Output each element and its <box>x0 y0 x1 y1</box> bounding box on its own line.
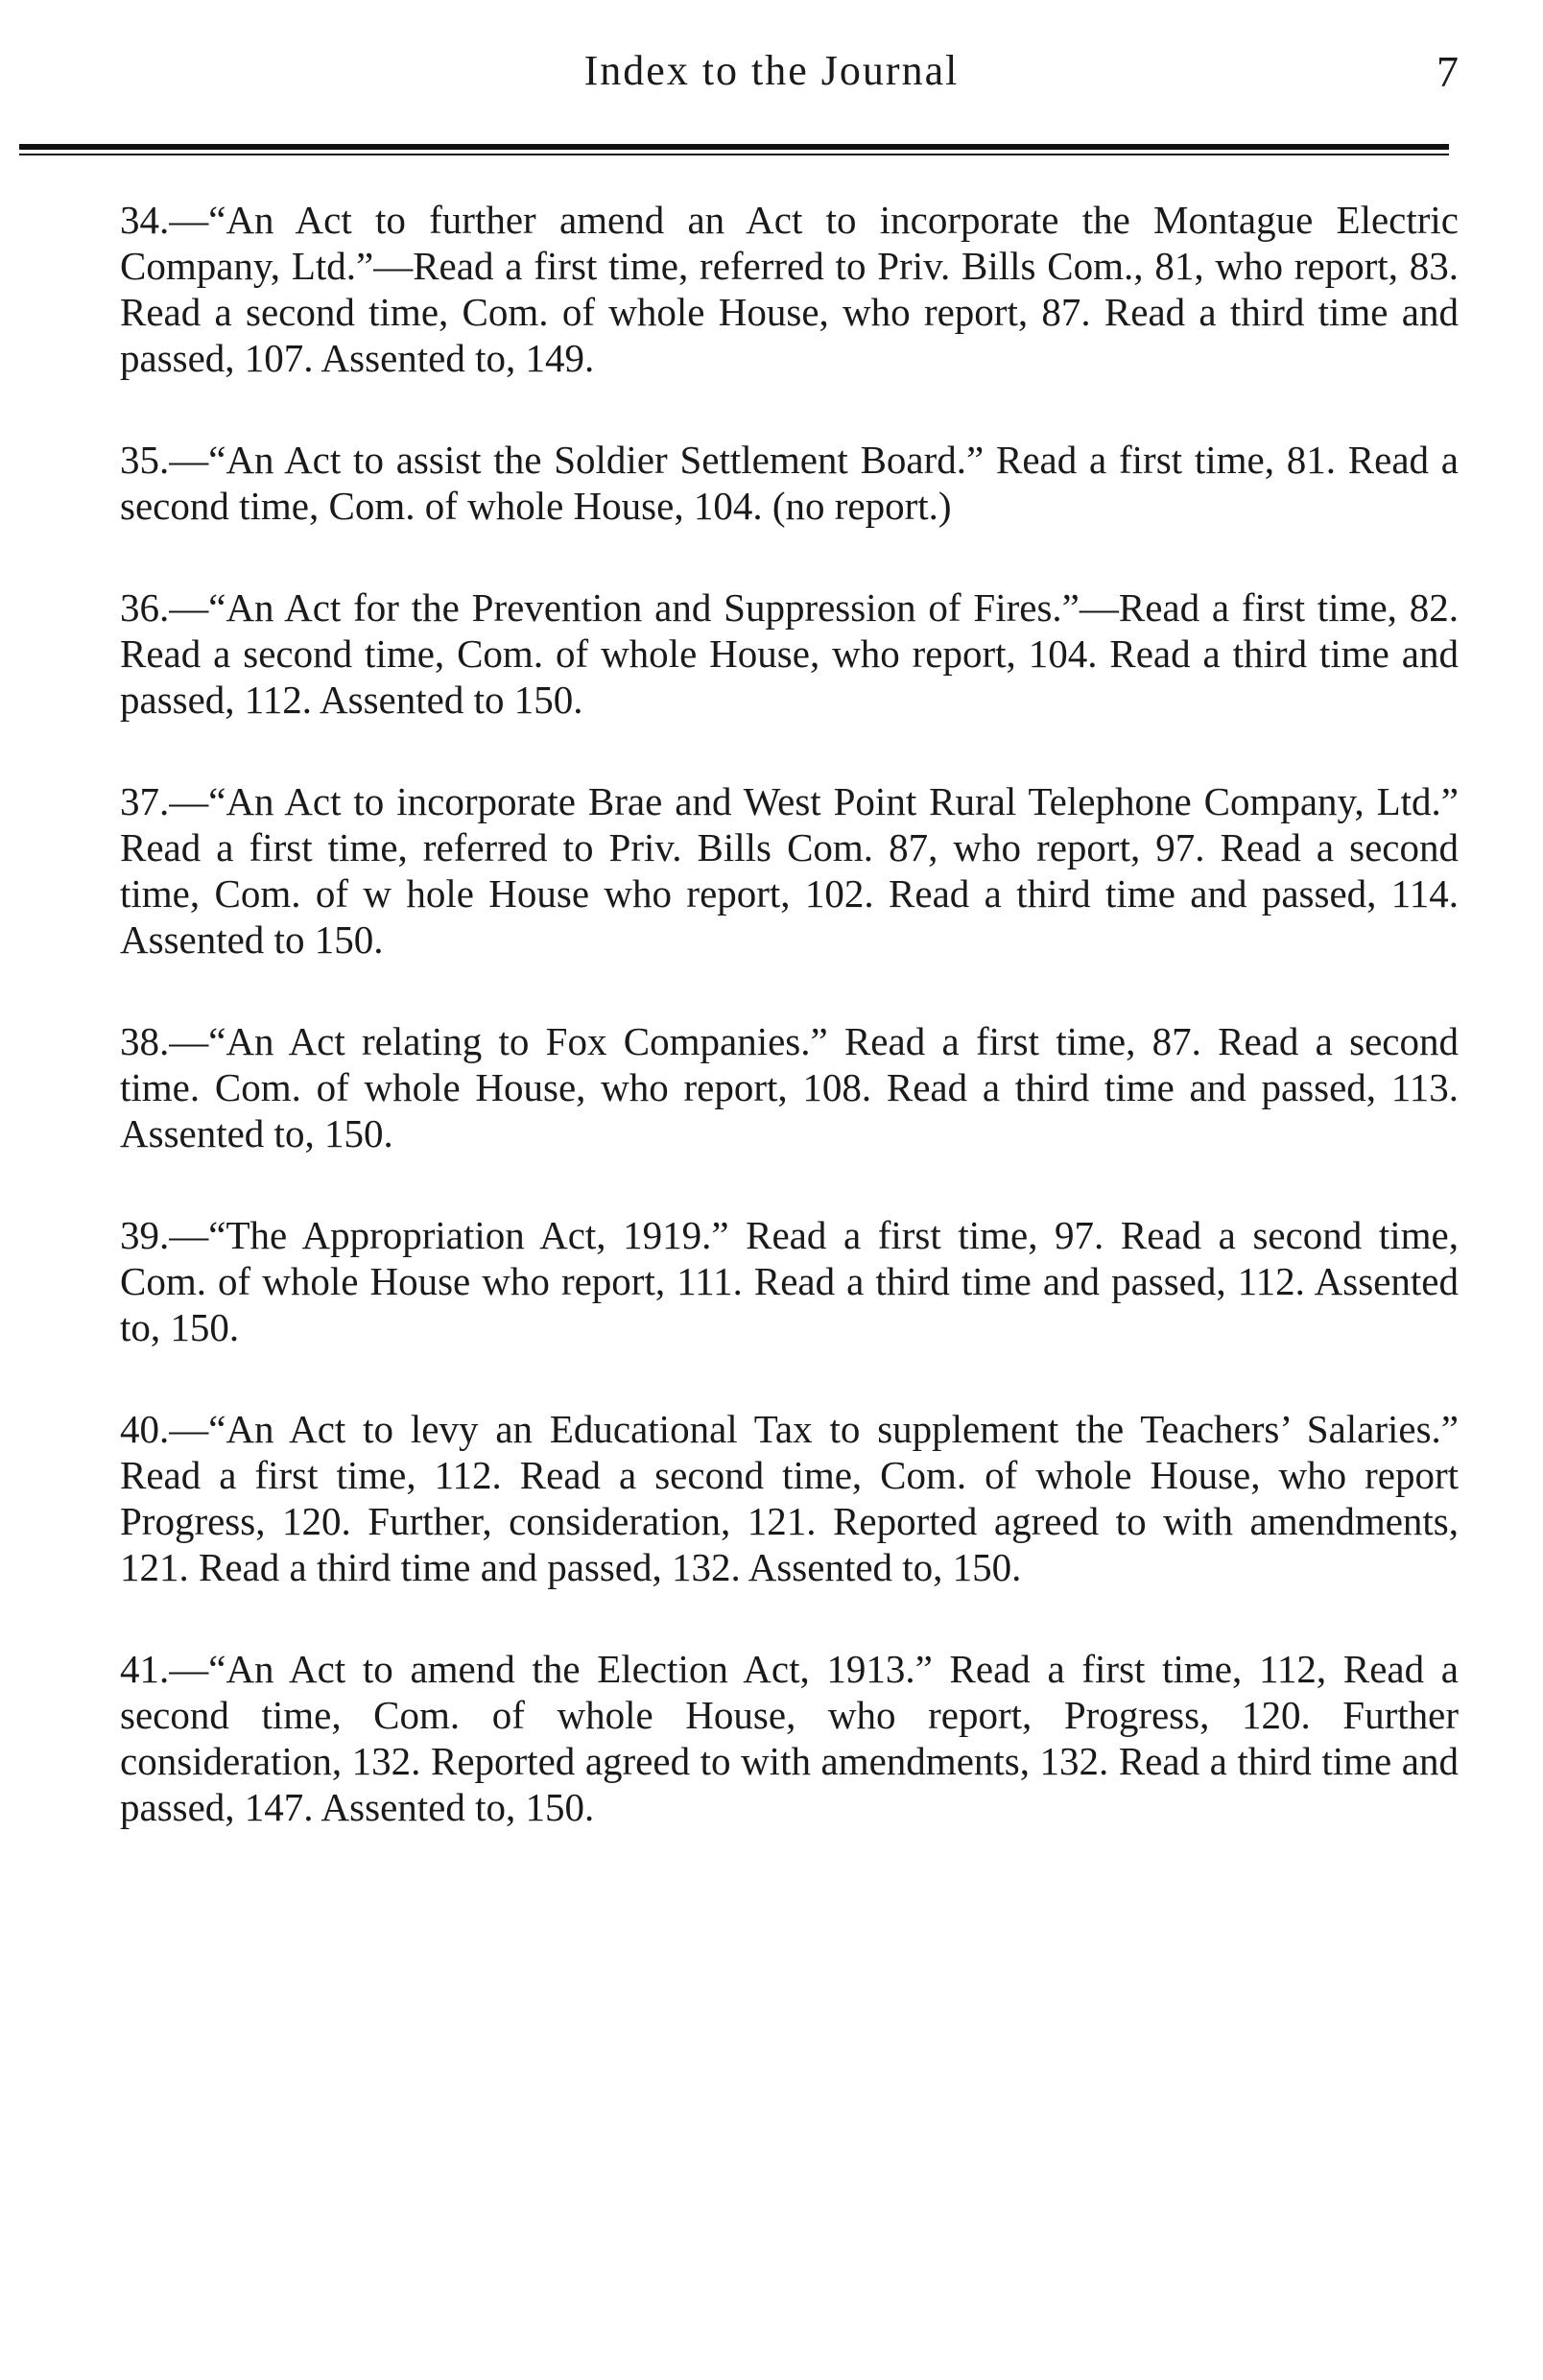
entry-text: —“An Act to assist the Soldier Settlement Board.” Read a first time, 81. Read a second time, Com. of whole House, 104. (no report.) <box>120 438 1459 528</box>
index-entry <box>120 584 1459 723</box>
entry-number: 36. <box>120 585 170 630</box>
entry-number: 40. <box>120 1407 170 1451</box>
entry-text: —“An Act for the Prevention and Suppression of Fires.”—Read a first time, 82. Read a second time, Com. of whole House, who report, 104. Read a third time and passed, 112. Assented to 150. <box>120 585 1459 722</box>
entry-number: 35. <box>120 438 170 482</box>
index-entry <box>120 1212 1459 1350</box>
page-number: 7 <box>1436 47 1459 96</box>
entry-number: 37. <box>120 779 170 823</box>
index-entry <box>120 1406 1459 1590</box>
entry-text: —“An Act relating to Fox Companies.” Read a first time, 87. Read a second time. Com. of whole House, who report, 108. Read a third time and passed, 113. Assented to, 150. <box>120 1019 1459 1155</box>
index-entry <box>120 1646 1459 1830</box>
index-entry <box>120 437 1459 529</box>
entry-text: —“The Appropriation Act, 1919.” Read a first time, 97. Read a second time, Com. of whole House who report, 111. Read a third time and passed, 112. Assented to, 150. <box>120 1213 1459 1349</box>
entry-number: 34. <box>120 198 170 242</box>
entry-number: 39. <box>120 1213 170 1257</box>
entry-number: 38. <box>120 1019 170 1063</box>
index-entry <box>120 1018 1459 1156</box>
header-rule-thin <box>19 154 1449 155</box>
index-entries <box>120 197 1459 1886</box>
entry-text: —“An Act to amend the Election Act, 1913.” Read a first time, 112, Read a second time, Com. of whole House, who report, Progress, 120. Further consideration, 132. Reported agreed to with amendments, 132. Read a third time and passed, 147. Assented to, 150. <box>120 1647 1459 1829</box>
page-header <box>0 46 1543 113</box>
index-entry <box>120 778 1459 963</box>
index-entry <box>120 197 1459 381</box>
entry-text: —“An Act to incorporate Brae and West Point Rural Telephone Company, Ltd.” Read a first time, referred to Priv. Bills Com. 87, who report, 97. Read a second time, Com. of w hole House who report, 102. Read a third time and passed, 114. Assented to 150. <box>120 779 1459 962</box>
page-title: Index to the Journal <box>583 47 960 94</box>
entry-number: 41. <box>120 1647 170 1691</box>
entry-text: —“An Act to levy an Educational Tax to supplement the Teachers’ Salaries.” Read a first time, 112. Read a second time, Com. of whole House, who report Progress, 120. Further, consideration, 121. Reported agreed to with amendments, 121. Read a third time and passed, 132. Assented to, 150. <box>120 1407 1459 1589</box>
entry-text: —“An Act to further amend an Act to incorporate the Montague Electric Company, Ltd.”—Read a first time, referred to Priv. Bills Com., 81, who report, 83. Read a second time, Com. of whole House, who report, 87. Read a third time and passed, 107. Assented to, 149. <box>120 198 1459 380</box>
header-rule-thick <box>19 144 1449 150</box>
